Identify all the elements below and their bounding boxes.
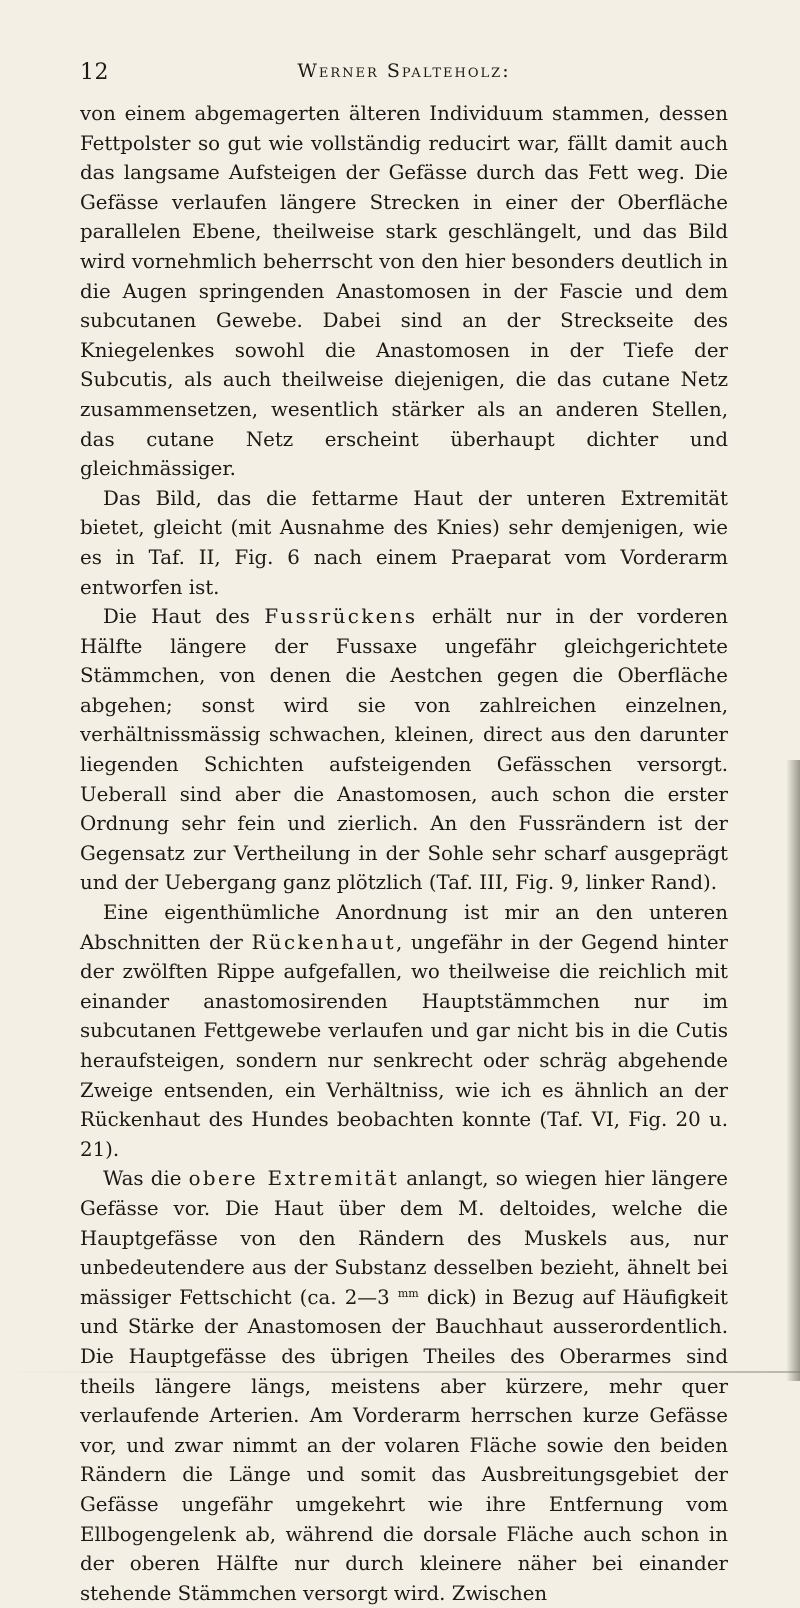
paragraph-extremity-lower: Das Bild, das die fettarme Haut der unteren Extremität bietet, gleicht (mit Ausnahme des Knies) sehr demjenigen, wie es in Taf. II, Fig. 6 nach einem Praeparat vom Vorderarm entworfen ist. xyxy=(80,486,728,599)
paragraph-obere-extremitaet xyxy=(80,1164,728,1608)
paragraph-rueckenhaut xyxy=(80,898,728,1164)
paragraph-text: anlangt, so wiegen hier längere Gefässe vor. Die Haut über dem M. deltoides, welche die Hauptgefässe von den Rändern des Muskels aus, nur unbedeutendere aus der Substanz desselben bezieht, ähnelt bei mässiger Fettschicht (ca. 2—3 xyxy=(80,1167,728,1309)
page-header xyxy=(80,60,728,94)
page-edge-shadow xyxy=(786,760,800,1381)
paragraph-text: Eine eigenthümliche Anordnung ist mir an den unteren Abschnitten der xyxy=(80,901,728,954)
emphasized-term: Rückenhaut xyxy=(251,930,396,954)
page-bottom-edge xyxy=(0,1371,800,1373)
unit-superscript: mm xyxy=(397,1286,419,1300)
emphasized-term: Fussrückens xyxy=(264,605,418,629)
body-text xyxy=(80,99,728,1608)
page-number: 12 xyxy=(80,60,109,85)
paragraph-text: erhält nur in der vorderen Hälfte längere der Fussaxe ungefähr gleichgerichtete Stämmchen, von denen die Aestchen gegen die Oberfläche abgehen; sonst wird sie von zahlreichen einzelnen, verhältnissmässig schwachen, kleinen, direct aus den darunter liegenden Schichten aufsteigenden Gefässchen versorgt. Ueberall sind aber die Anastomosen, auch schon die erster Ordnung sehr fein und zierlich. An den Fussrändern ist der Gegensatz zur Vertheilung in der Sohle sehr scharf ausgeprägt und der Uebergang ganz plötzlich (Taf. III, Fig. 9, linker Rand). xyxy=(80,605,728,895)
emphasized-term: obere Extremität xyxy=(188,1167,400,1191)
paragraph-fussruecken xyxy=(80,602,728,898)
paragraph-continuation: von einem abgemagerten älteren Individuum stammen, dessen Fettpolster so gut wie vollständig reducirt war, fällt damit auch das langsame Aufsteigen der Gefässe durch das Fett weg. Die Gefässe verlaufen längere Strecken in einer der Oberfläche parallelen Ebene, theilweise stark geschlängelt, und das Bild wird vornehmlich beherrscht von den hier besonders deutlich in die Augen springenden Anastomosen in der Fascie und dem subcutanen Gewebe. Dabei sind an der Streckseite des Kniegelenkes sowohl die Anastomosen in der Tiefe der Subcutis, als auch theilweise diejenigen, die das cutane Netz zusammensetzen, wesentlich stärker als an anderen Stellen, das cutane Netz erscheint überhaupt dichter und gleichmässiger. xyxy=(80,102,728,481)
paragraph-text: Was die xyxy=(103,1167,189,1191)
paragraph-text: dick) in Bezug auf Häufigkeit und Stärke der Anastomosen der Bauchhaut ausserordentlich. Die Hauptgefässe des übrigen Theiles des Oberarmes sind theils längere längs, meistens aber kürzere, mehr quer verlaufende Arterien. Am Vorderarm herrschen kurze Gefässe vor, und zwar nimmt an der volaren Fläche sowie den beiden Rändern die Länge und somit das Ausbreitungsgebiet der Gefässe ungefähr umgekehrt wie ihre Entfernung vom Ellbogengelenk ab, während die dorsale Fläche auch schon in der oberen Hälfte nur durch kleinere näher bei einander stehende Stämmchen versorgt wird. Zwischen xyxy=(80,1285,728,1605)
paragraph-text: Die Haut des xyxy=(103,605,265,629)
paragraph-text: , ungefähr in der Gegend hinter der zwölften Rippe aufgefallen, wo theilweise die reichlich mit einander anastomosirenden Hauptstämmchen nur im subcutanen Fettgewebe verlaufen und gar nicht bis in die Cutis heraufsteigen, sondern nur senkrecht oder schräg abgehende Zweige entsenden, ein Verhältniss, wie ich es ähnlich an der Rückenhaut des Hundes beobachten konnte (Taf. VI, Fig. 20 u. 21). xyxy=(80,930,728,1161)
running-head: Werner Spalteholz: xyxy=(297,60,511,82)
